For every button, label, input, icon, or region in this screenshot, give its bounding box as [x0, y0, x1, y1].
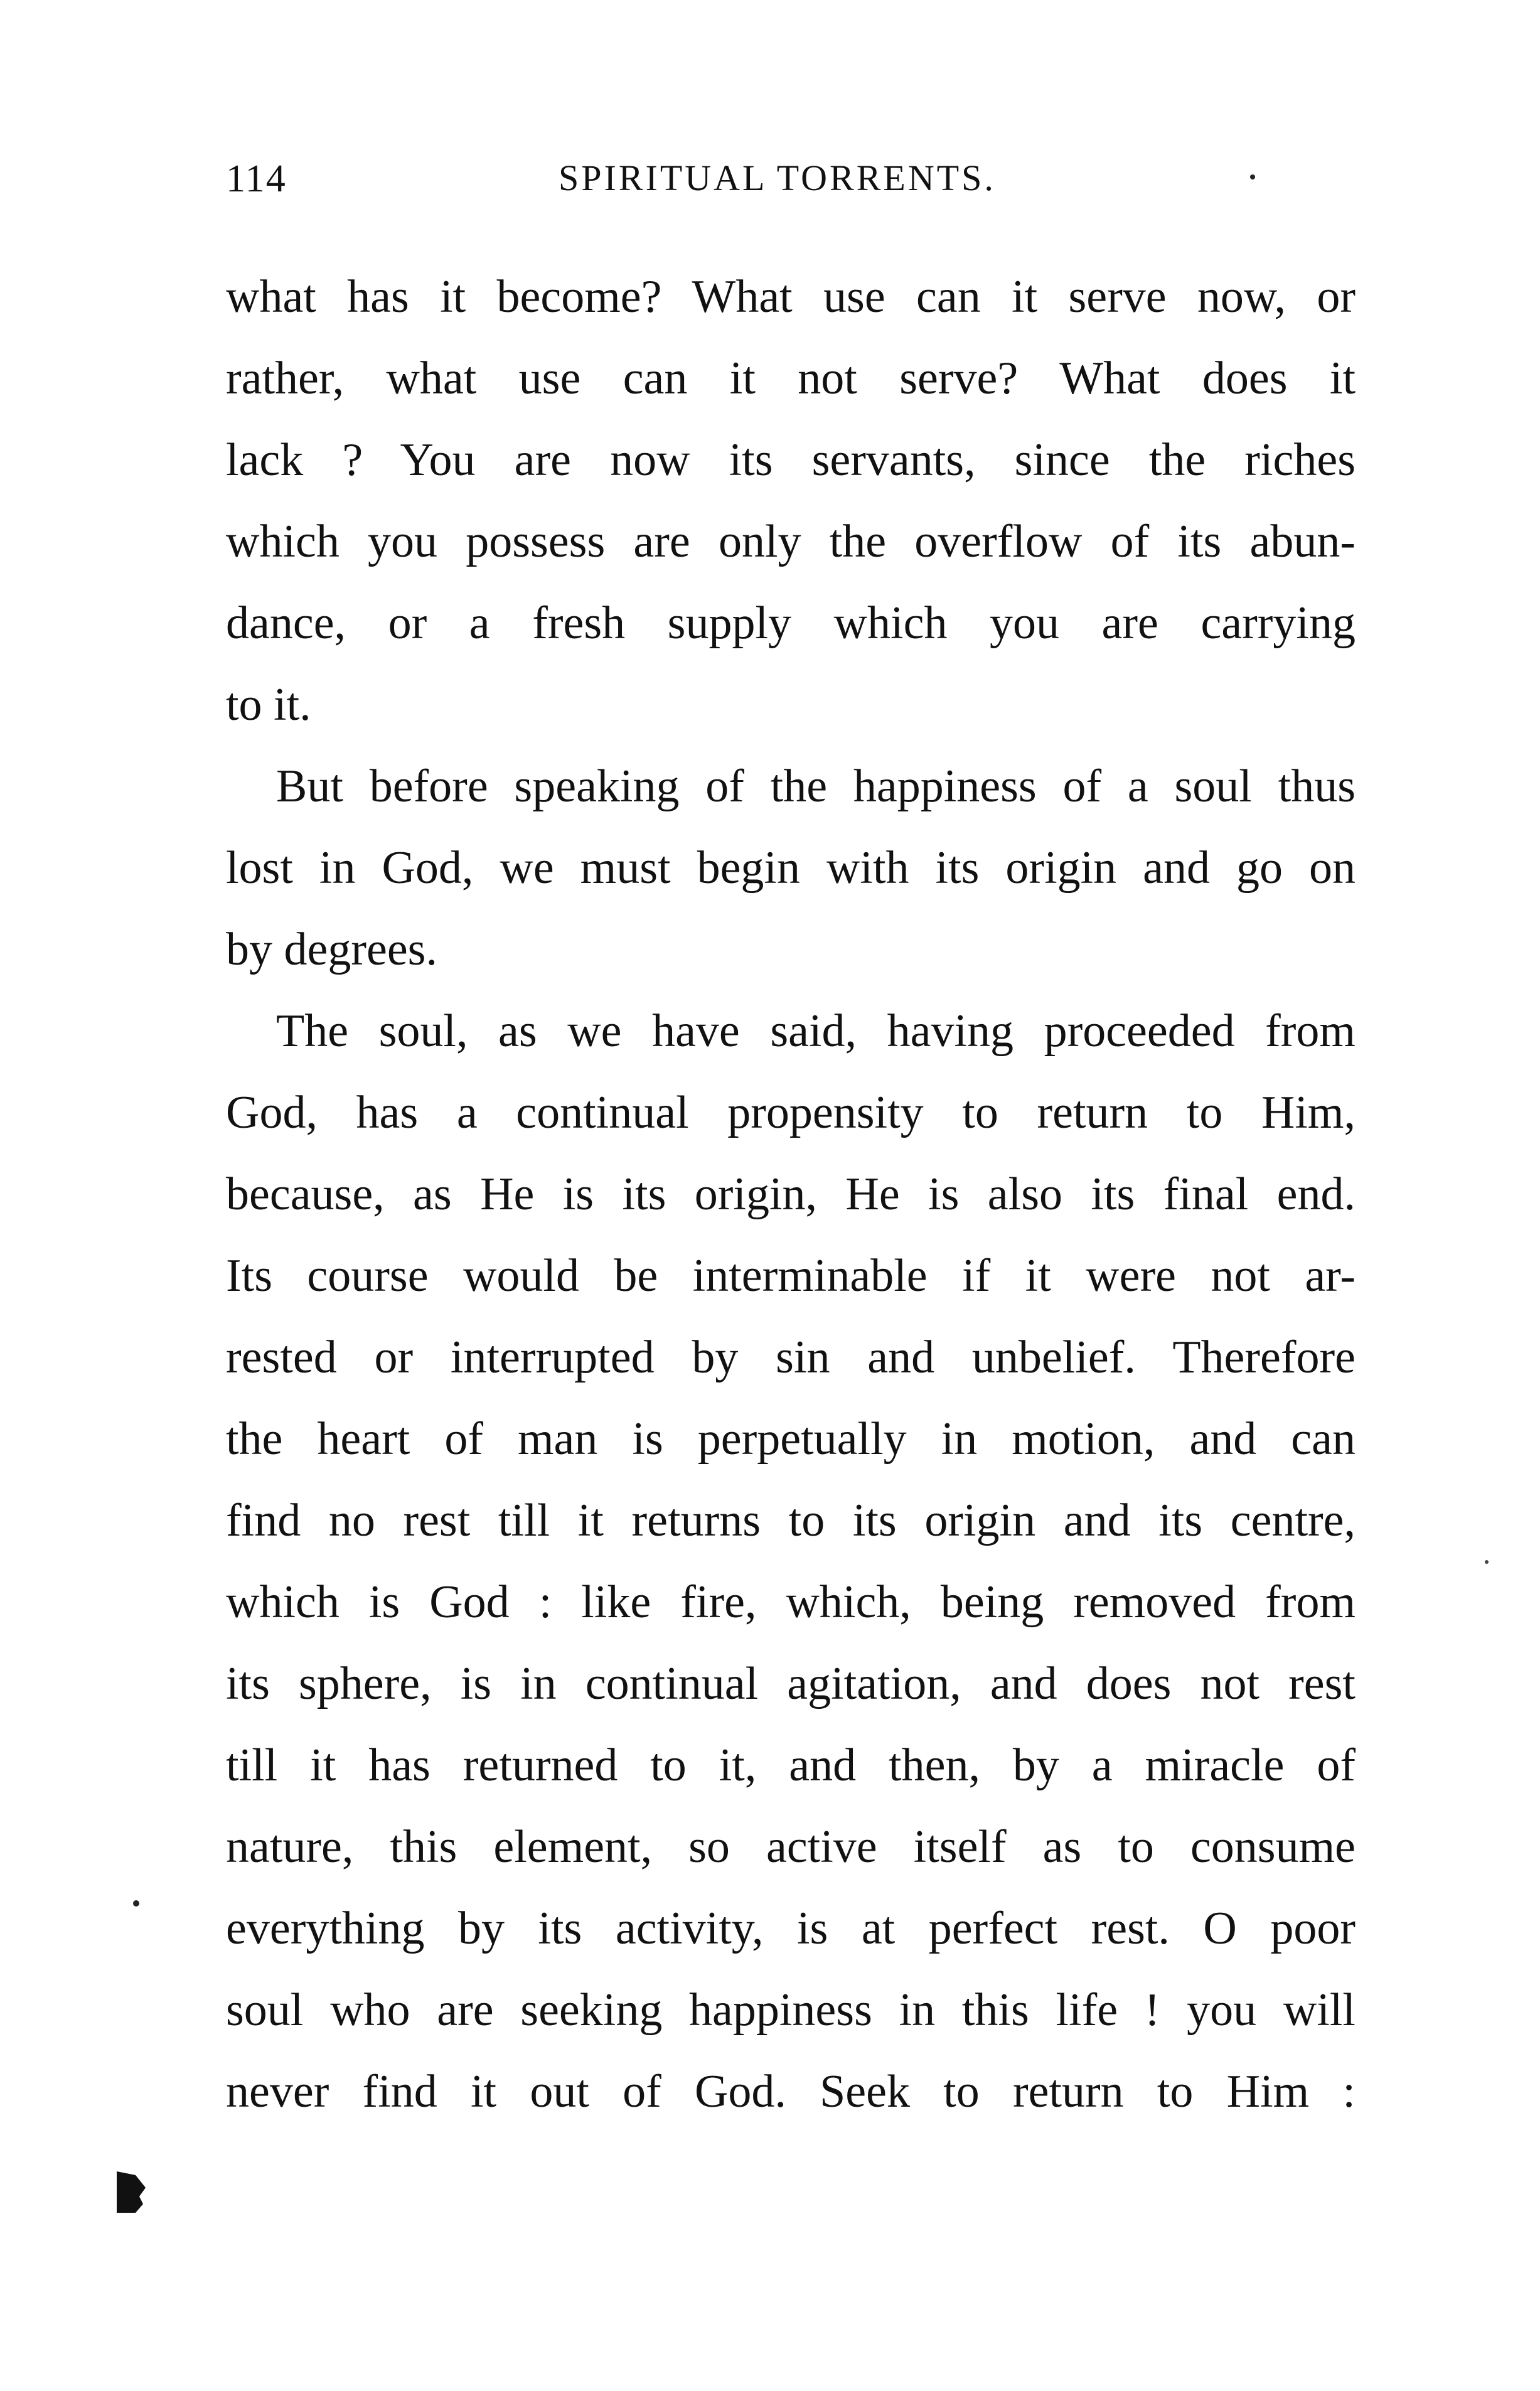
text-line: God, has a continual propensity to return to Him, — [226, 1087, 1356, 1138]
text-line: which is God : like fire, which, being removed from — [226, 1576, 1356, 1628]
scan-corner-mark-shape — [117, 2171, 146, 2213]
text-line: because, as He is its origin, He is also its final end. — [226, 1169, 1356, 1220]
text-line: rested or interrupted by sin and unbelief. Therefore — [226, 1332, 1356, 1383]
text-line: rather, what use can it not serve? What does it — [226, 353, 1356, 404]
paragraph-start-line: But before speaking of the happiness of a soul thus — [276, 761, 1356, 812]
text-line: till it has returned to it, and then, by a miracle of — [226, 1740, 1356, 1791]
text-line: by degrees. — [226, 924, 437, 975]
text-line: nature, this element, so active itself as to consume — [226, 1821, 1356, 1873]
text-line: Its course would be interminable if it were not ar- — [226, 1250, 1356, 1302]
text-line: its sphere, is in continual agitation, and does not rest — [226, 1658, 1356, 1709]
text-line: which you possess are only the overflow of its abun- — [226, 516, 1356, 567]
text-line: lack ? You are now its servants, since the riches — [226, 434, 1356, 486]
margin-dot — [133, 1900, 139, 1907]
printer-dot — [1250, 174, 1255, 179]
body-text — [226, 256, 1356, 2132]
text-line: find no rest till it returns to its origin and its centre, — [226, 1495, 1356, 1546]
text-line: never find it out of God. Seek to return to Him : — [226, 2066, 1356, 2117]
text-line: what has it become? What use can it serve now, or — [226, 271, 1356, 323]
running-head — [226, 157, 1305, 207]
text-line: the heart of man is perpetually in motion, and can — [226, 1413, 1356, 1465]
paragraph-start-line: The soul, as we have said, having proceeded from — [276, 1005, 1356, 1057]
text-line: everything by its activity, is at perfect rest. O poor — [226, 1903, 1356, 1954]
running-title: SPIRITUAL TORRENTS. — [559, 158, 996, 198]
scan-corner-mark — [117, 2171, 146, 2213]
text-line: lost in God, we must begin with its origin and go on — [226, 842, 1356, 894]
page-number: 114 — [226, 158, 287, 200]
text-line: dance, or a fresh supply which you are carrying — [226, 597, 1356, 649]
margin-speck — [1485, 1560, 1489, 1564]
text-line: soul who are seeking happiness in this life ! you will — [226, 1984, 1356, 2036]
text-line: to it. — [226, 679, 311, 730]
